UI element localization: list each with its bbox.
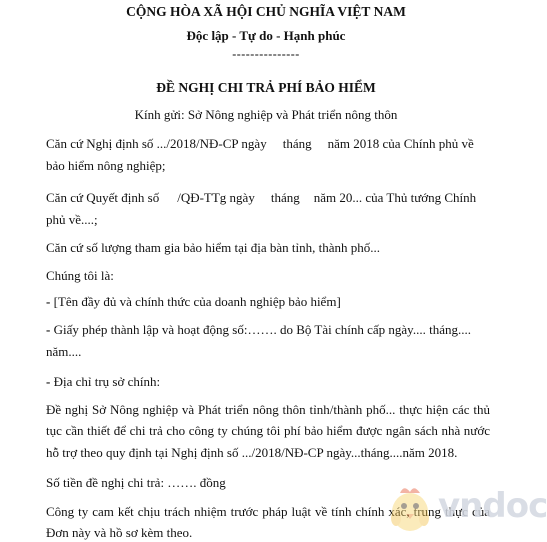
address-line <box>46 374 160 390</box>
commitment-line-2: Đơn này và hồ sơ kèm theo. <box>46 525 193 540</box>
request-line-3: hỗ trợ theo quy định tại Nghị định số .../2018/NĐ-CP ngày...tháng....năm 2018. <box>46 445 458 460</box>
company-name-text: [Tên đầy đủ và chính thức của doanh nghiệp bảo hiểm] <box>50 294 341 309</box>
basis-decree-part-a: Căn cứ Nghị định số .../2018/NĐ-CP ngày <box>46 136 267 151</box>
header-divider: --------------- <box>232 47 300 61</box>
commitment-line-1: Công ty cam kết chịu trách nhiệm trước pháp luật về tính chính xác, trung thực của <box>46 504 490 519</box>
company-name-line <box>46 294 341 310</box>
basis-decision-part-d: năm 20... của Thủ tướng Chính <box>313 190 477 205</box>
address-bullet: - <box>46 374 51 389</box>
company-bullet: - <box>46 294 51 309</box>
basis-decision-part-b: /QĐ-TTg ngày <box>177 190 255 205</box>
document-title: ĐỀ NGHỊ CHI TRẢ PHÍ BẢO HIỂM <box>156 80 376 95</box>
national-title: CỘNG HÒA XÃ HỘI CHỦ NGHĨA VIỆT NAM <box>126 4 406 19</box>
basis-participants-line: Căn cứ số lượng tham gia bảo hiểm tại địa bàn tỉnh, thành phố... <box>46 240 380 255</box>
basis-decree-line-2: bảo hiểm nông nghiệp; <box>46 158 166 173</box>
request-line-1: Đề nghị Sở Nông nghiệp và Phát triển nông thôn tỉnh/thành phố... thực hiện các thủ <box>46 402 490 417</box>
license-line-2: năm.... <box>46 344 82 359</box>
we-are-label: Chúng tôi là: <box>46 268 114 283</box>
watermark-text: vndoc <box>438 486 547 526</box>
recipient-line: Kính gửi: Sở Nông nghiệp và Phát triển nông thôn <box>134 107 398 122</box>
basis-decree-part-b: tháng <box>282 136 312 151</box>
chick-mascot-icon <box>382 478 438 536</box>
license-line <box>46 322 471 338</box>
basis-decree-line <box>46 136 474 152</box>
amount-line: Số tiền đề nghị chi trả: ……. đồng <box>46 475 226 490</box>
basis-decision-line-2: phủ về....; <box>46 212 98 227</box>
national-motto: Độc lập - Tự do - Hạnh phúc <box>186 28 346 43</box>
basis-decision-part-c: tháng <box>270 190 300 205</box>
license-bullet: - <box>46 322 51 337</box>
vndoc-watermark <box>382 478 547 536</box>
request-line-2: tục cần thiết để chi trả cho công ty chúng tôi phí bảo hiểm được ngân sách nhà nước <box>46 423 490 438</box>
address-text: Địa chỉ trụ sở chính: <box>50 374 161 389</box>
basis-decision-line <box>46 190 476 206</box>
license-text: Giấy phép thành lập và hoạt động số:……. do Bộ Tài chính cấp ngày.... tháng.... <box>50 322 471 337</box>
basis-decree-part-c: năm 2018 của Chính phủ về <box>327 136 474 151</box>
basis-decision-part-a: Căn cứ Quyết định số <box>46 190 160 205</box>
